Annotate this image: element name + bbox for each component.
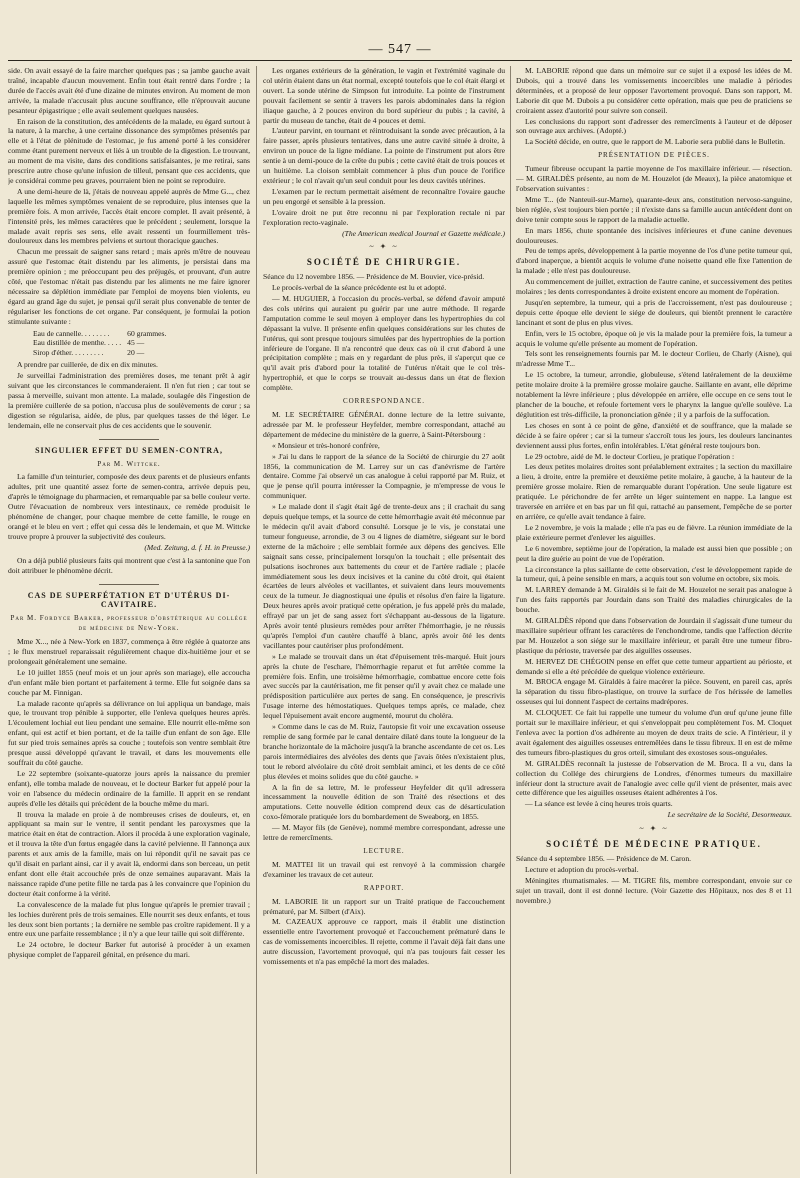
subsection-title: LECTURE. (363, 846, 405, 855)
paragraph: Le 10 juillet 1855 (neuf mois et un jour après son mariage), elle accoucha d'un enfant mâle bien portant et parfaitement à terme. Elle fut soignée dans sa couche par M. Finnigan. (8, 667, 250, 697)
paragraph: Le 2 novembre, je vois la malade ; elle n'a pas eu de fièvre. La réunion immédiate de la plaie extérieure permet d'enlever les aiguilles. (516, 522, 792, 542)
paragraph: M. BROCA engage M. Giraldès à faire macérer la pièce. Souvent, en pareil cas, après la séparation du tissu fibro-plastique, on trouve la surface de l'os hérissée de lamelles osseuses qui lui donnent l'aspect de certains madrépores. (516, 677, 792, 707)
paragraph: Les conclusions du rapport sont d'adresser des remercîments à l'auteur et de déposer son ouvrage aux archives. (Adopté.) (516, 116, 792, 136)
paragraph: Les organes extérieurs de la génération, le vagin et l'extrémité vaginale du col utérin étaient dans un état normal, excepté toutefois que le col était élargi et ouvert. La sonde utérine de Simpson fut introduite. La pointe de l'instrument pouvait facilement se sentir à travers les parois abdominales dans la région iliaque gauche, à 2 pouces environ du bord supérieur du pubis ; la cavité, à partir du museau de tanche, était de 4 pouces et demi. (263, 66, 505, 125)
article-title: CAS DE SUPERFÉTATION ET D'UTÉRUS DI-CAVITAIRE. (27, 590, 231, 610)
paragraph: Chacun me pressait de saigner sans retard ; mais après m'être de nouveau assuré que l'estomac était distendu par les aliments, je persistai dans ma première opinion ; me préoccupant peu des préjugés, et prouvant, d'un autre côté, que l'estomac n'était pas distendu par les aliments ne me faire ignorer nécessaire sa déplétion immédiate par l'emploi de moyens bien violents, eu égard au grand âge du sujet, je pensai qu'il serait plus convenable de tenter de régulariser les fonctions de cet organe. Par conséquent, je formulai la potion stimulante suivante : (8, 247, 250, 326)
rx-ingredient: Sirop d'éther. . . . . . . . . (33, 348, 104, 358)
paragraph: En raison de la constitution, des antécédents de la malade, eu égard surtout à la nature, à la marche, à une certaine dissonance des symptômes présentés par elle et à l'état de plénitude de l'estomac, je fus amené porté à les considérer comme étant purement nerveux et liés à un trouble de la digestion. Le trouvant, au moment de ma visite, dans des conditions satisfaisantes, je me retirai, sans prescrire autre chose qu'une infusion de tilleul, pensant que ces accidents, que je considérai comme peu graves, pourraient bien ne point se reproduire. (8, 116, 250, 185)
paragraph: Le 6 novembre, septième jour de l'opération, la malade est aussi bien que possible ; on peut la dire guérie au point de vue de l'opération. (516, 543, 792, 563)
paragraph: La circonstance la plus saillante de cette observation, c'est le développement rapide de la tumeur, qui, à peine sensible en mars, a acquis tout son volume en octobre, six mois. (516, 564, 792, 584)
column-left (8, 66, 250, 1176)
paragraph: Le 24 octobre, le docteur Barker fut autorisé à procéder à un examen physique complet de l'appareil génital, en présence du mari. (8, 940, 250, 960)
paragraph: side. On avait essayé de la faire marcher quelques pas ; sa jambe gauche avait traîné, incapable d'aucun mouvement. Enfin tout était rentré dans l'ordre ; la durée de l'accès avait été d'une dizaine de minutes environ. Au moment de mon arrivée, la malade n'accusait plus aucune souffrance, elle n'éprouvait aucune pesanteur épigastrique ; elle avait seulement quelques nausées. (8, 66, 250, 115)
paragraph: Le 29 octobre, aidé de M. le docteur Corlieu, je pratique l'opération : (525, 451, 735, 461)
prescription-note: A prendre par cuillerée, de dix en dix minutes. (17, 360, 158, 370)
paragraph: A la fin de sa lettre, M. le professeur Heyfelder dit qu'il adressera incessamment la nouvelle édition de son Traité des résections et des amputations. Cette nouvelle édition comprend deux cas de désarticulation coxo-fémorale pratiquée lors du bombardement de Sweaborg, en 1855. (263, 782, 505, 822)
paragraph: Tels sont les renseignements fournis par M. le docteur Corlieu, de Charly (Aisne), qui m'adresse Mme T... (516, 349, 792, 369)
paragraph: M. CLOQUET. Ce fait lui rappelle une tumeur du volume d'un œuf qu'une jeune fille portait sur le maxillaire inférieur, et qui s'enveloppait peu complètement l'os. M. Cloquet l'enleva avec la portion d'os adhérente au moyen de deux traits de scie. A l'intérieur, il y avait également des aiguilles osseuses entremêlées dans le tissu fibreux. Il en est de même des tumeurs fibro-plastiques du gros orteil, simulant des exostoses sous-onguéales. (516, 708, 792, 757)
ornament-divider: ~ ✦ ~ (639, 824, 669, 834)
paragraph: » J'ai lu dans le rapport de la séance de la Société de chirurgie du 27 août 1856, la communication de M. Larrey sur un cas d'anévrisme de l'artère dentaire. Comme j'ai observé un cas analogue à celui rapporté par M. Ruiz, et que je pense qu'il pourra intéresser la Compagnie, je m'empresse de vous le communiquer. (263, 451, 505, 501)
paragraph: » Le malade se trouvait dans un état d'épuisement très-marqué. Huit jours après la chute de l'eschare, l'hémorrhagie reparut et fut arrêtée comme la première fois. Enfin, une troisième hémorrhagie, combattue encore cette fois avec succès par la cautérisation, me fit penser qu'il y avait chez ce malade une prédisposition particulière aux pertes de sang. En conséquence, je prescrivis l'usage interne des hémostatiques. Quelques temps après, ce malade, chez lequel l'épuisement avait encore augmenté, mourut du choléra. (263, 651, 505, 721)
paragraph: Enfin, vers le 15 octobre, époque où je vis la malade pour la première fois, la tumeur a acquis le volume qu'elle présente au moment de l'opération. (516, 328, 792, 348)
session-line: Séance du 4 septembre 1856. — Présidence de M. Caron. (516, 853, 692, 863)
paragraph: » Le malade dont il s'agit était âgé de trente-deux ans ; il crachait du sang depuis quelque temps, et la source de cette hémorrhagie avait été méconnue par le médecin qu'il avait d'abord consulté. Lorsque je le vis, je constatai une tumeur fongueuse, arrondie, de 3 ou 4 lignes de diamètre, siégeant sur le bord externe de la mâchoire ; elle semblait formée aux dépens des gencives. Elle saignait sans cesse, principalement lorsqu'on la touchait ; elle présentait des pulsations isochrones aux battements du cœur et de l'artère radiale ; placée immédiatement sous les deux incisives et la canine du côté droit, qui étaient écartées de leurs alvéoles et vacillantes, et suivaient dans leurs mouvements ceux de la tumeur. Je diagnostiquai une épulis et résolus d'en faire la ligature. Deux heures après avoir pratiqué cette opération, je fus appelé près du malade, effrayé par un jet de sang assez fort s'échappant au-dessous de la ligature. Après avoir tenté plusieurs remèdes pour arrêter l'hémorrhagie, je ne réussis qu'après l'emploi d'un cautère chauffé à blanc, après avoir ôté les dents vacillantes pour cautériser plus profondément. (263, 502, 505, 650)
paragraph: M. LABORIE répond que dans un mémoire sur ce sujet il a exposé les idées de M. Dubois, qui a trouvé dans les vomissements incoercibles une maladie à périodes déterminées, et a proposé de leur opposer l'avortement provoqué. Dans son rapport, M. Laborie dit que M. Dubois a pu considérer cette opération, mais que peu de praticiens se croiraient assez d'autorité pour suivre son conseil. (516, 66, 792, 115)
paragraph: La convalescence de la malade fut plus longue qu'après le premier travail ; les lochies durèrent près de trois semaines. Elle nourrit ses deux enfants, et tous les deux sont bien portants ; la dernière ne semble pas croître rapidement. Il y a entre eux une parfaite ressemblance ; il n'y a que leur taille qui soit différente. (8, 899, 250, 939)
article-author: Par M. Wittcke. (97, 459, 161, 468)
rx-quantity: 60 grammes. (127, 328, 167, 338)
separator (99, 584, 159, 585)
subsection-title: PRÉSENTATION DE PIÈCES. (598, 151, 710, 160)
page-number: — 547 — (368, 42, 432, 57)
paragraph: Peu de temps après, développement à la partie moyenne de l'os d'une petite tumeur qui, d'abord inaperçue, a bientôt acquis le volume d'une noisette quand elle fixe l'attention de la malade ; elle n'est pas douloureuse. (516, 246, 792, 276)
paragraph: Le procès-verbal de la séance précédente est lu et adopté. (272, 283, 447, 293)
paragraph: L'ovaire droit ne put être reconnu ni par l'exploration rectale ni par l'exploration recto-vaginale. (263, 207, 505, 227)
column-divider (256, 66, 257, 1174)
paragraph: La Société décide, en outre, que le rapport de M. Laborie sera publié dans le Bulletin. (525, 137, 785, 147)
paragraph: Les choses en sont à ce point de gêne, d'anxiété et de souffrance, que la malade se décide à se faire opérer ; car si la tumeur s'accroît tous les jours, les douleurs lancinantes deviennent aussi plus fortes, enfin intolérables. L'état général reste toujours bon. (516, 420, 792, 450)
paragraph: M. LE SECRÉTAIRE GÉNÉRAL donne lecture de la lettre suivante, adressée par M. le professeur Heyfelder, membre correspondant, attaché au département de médecine du ministère de la guerre, à Saint-Pétersbourg : (263, 410, 505, 439)
header-rule (8, 60, 792, 61)
paragraph: Je surveillai l'administration des premières doses, me tenant prêt à agir suivant que les circonstances le commanderaient. Il n'en fut rien ; car tout se passa à merveille, suivant mon attente. La malade, soulagée dès l'ingestion de la première cuillerée de sa potion, n'accusa plus de soulèvements de cœur ; sa digestion se régularisa, aidée, de plus, par quelques tasses de thé léger. Le lendemain, elle ne conservait plus de ces accidents que le souvenir. (8, 371, 250, 430)
paragraph: Les deux petites molaires droites sont préalablement extraites ; la section du maxillaire a lieu, à droite, entre la première et deuxième petite molaire, à gauche, à la hauteur de la première grosse molaire. Rien de remarquable durant l'opération. Une seule ligature est pratiquée. Le périchondre de fer arrête un léger suintement en nappe. La langue est traversée en arrière et en bas par un fil qui, rattaché au pansement, l'empêche de se porter en arrière, ce qu'elle avait tendance à faire. (516, 462, 792, 521)
paragraph: Le 15 octobre, la tumeur, arrondie, globuleuse, s'étend latéralement de la deuxième petite molaire droite à la première grosse molaire gauche. Saillante en avant, elle déprime notablement la lèvre inférieure ; plus développée en arrière, elle occupe en ce sens tout le plancher de la bouche, et refoule fortement vers le pharynx la langue qu'elle soulève. La déglutition est très-difficile, la prononciation gênée ; il y a parfois de la suffocation. (516, 370, 792, 419)
article-title: SINGULIER EFFET DU SEMEN-CONTRA, (35, 445, 223, 455)
paragraph: — M. HUGUIER, à l'occasion du procès-verbal, se défend d'avoir amputé des cols utérins qui auraient pu guérir par une autre méthode. Il regarde l'amputation comme le seul moyen à employer dans les hypertrophies du col dépassant la vulve. Il présente enfin quelques considérations sur les chutes de l'utérus, qui sont presque toujours simulées par des hypertrophies de la portion inférieure de l'organe. Il n'a rencontré que deux cas où il crut d'abord à une précipitation complète ; mais en y regardant de plus près, il s'aperçut que ce qu'il avait pris d'abord pour la totalité de l'utérus n'était que le col très-hypertrophié, et que le corps se trouvait au-dessus dans un état de flexion complète. (263, 294, 505, 393)
separator (99, 439, 159, 440)
paragraph: M. CAZEAUX approuve ce rapport, mais il établit une distinction essentielle entre l'avortement provoqué et l'accouchement prématuré dans le cas de vomissements incoercibles. Il rejette, comme il l'avait déjà fait dans une autre discussion, l'avortement provoqué, qui n'a pas toujours fait cesser les vomissements et n'a pas empêché la mort des malades. (263, 917, 505, 967)
paragraph: En mars 1856, chute spontanée des incisives inférieures et d'une canine devenues douloureuses. (516, 225, 792, 245)
subsection-title: RAPPORT. (363, 883, 405, 892)
paragraph: On a déjà publié plusieurs faits qui montrent que c'est à la santonine que l'on doit attribuer le phénomène décrit. (8, 555, 250, 575)
paragraph: Tumeur fibreuse occupant la partie moyenne de l'os maxillaire inférieur. — résection. — M. GIRALDÈS présente, au nom de M. Houzelot (de Meaux), la pièce anatomique et l'observation suivantes : (516, 164, 792, 193)
paragraph: — M. Mayor fils (de Genève), nommé membre correspondant, adresse une lettre de remercîments. (263, 823, 505, 843)
ornament-divider: ~ ✦ ~ (369, 242, 399, 252)
paragraph: » Comme dans le cas de M. Ruiz, l'autopsie fit voir une excavation osseuse remplie de sang formée par le canal dentaire dilaté dans toute la longueur de la branche horizontale de la mâchoire jusqu'à la branche ascendante de cet os. Les parois intermédiaires des alvéoles des dents que j'avais ôtées n'existaient plus, tout le rebord alvéolaire du côté droit semblait aminci, et les dents de ce côté plus élevées et moins solides que du côté gauche. » (263, 722, 505, 781)
paragraph: Mme X..., née à New-York en 1837, commença à être réglée à quatorze ans ; le flux menstruel reparaissait régulièrement chaque dix-huitième jour et se prolongeait généralement une semaine. (8, 637, 250, 666)
paragraph: — La séance est levée à cinq heures trois quarts. (525, 799, 673, 809)
paragraph: A une demi-heure de là, j'étais de nouveau appelé auprès de Mme G..., chez laquelle les mêmes symptômes venaient de se reproduire, plus intenses que la première fois. A mon arrivée, l'accès était encore complet. Il avait présenté, à l'intensité près, les mêmes caractères que le précédent ; seulement, lorsque la malade avait repris ses sens, elle avait ressenti un fourmillement très-douloureux dans les membres pelviens et surtout thoracique gauches. (8, 186, 250, 246)
session-line: Séance du 12 novembre 1856. — Présidence de M. Bouvier, vice-présid. (263, 272, 485, 282)
paragraph: M. LARREY demande à M. Giraldès si le fait de M. Houzelot ne serait pas analogue à l'un des faits rapportés par Jourdain dans son Traité des maladies chirurgicales de la bouche. (516, 585, 792, 615)
paragraph: Jusqu'en septembre, la tumeur, qui a pris de l'accroissement, n'est pas douloureuse ; depuis cette époque elle devient le siége de douleurs, qui bientôt prennent le caractère lancinant et sont de plus en plus vives. (516, 297, 792, 327)
paragraph: Au commencement de juillet, extraction de l'autre canine, et successivement des petites molaires ; les dents correspondantes à droite existent encore au moment de l'opération. (516, 277, 792, 297)
column-divider (510, 66, 511, 1174)
paragraph: La malade raconte qu'après sa délivrance on lui appliqua un bandage, mais que, le trouvant trop pénible à supporter, elle l'enleva quelques heures après. L'écoulement lochial eut lieu pendant une semaine. Elle nourrit elle-même son enfant, qui est actif et bien portant, et de la taille d'un enfant de son âge. Elle fut sur pied trois semaines après sa couche ; toutefois son ventre semblait être presque aussi développé qu'avant le travail, et dans les mouvements elle souffrait du côté gauche. (8, 698, 250, 767)
rx-ingredient: Eau de cannelle. . . . . . . . (33, 328, 110, 338)
column-right (516, 66, 792, 1176)
paragraph: L'auteur parvint, en tournant et réintroduisant la sonde avec précaution, à la faire passer, après plusieurs tentatives, dans une autre cavité située à droite, à environ un pouce de la ligne médiane. La pointe de l'instrument put alors être sentie à un demi-pouce de la crête du pubis ; cette cavité était de trois pouces et un huitième. La cloison semblait commencer à plus d'un pouce de l'orifice extérieur ; le col n'avait qu'un seul conduit pour les deux cavités utérines. (263, 126, 505, 185)
paragraph: « Monsieur et très-honoré confrère, (272, 440, 380, 450)
paragraph: Méningites rhumatismales. — M. TIGRE fils, membre correspondant, envoie sur ce sujet un travail, dont il est donné lecture. (Voir Gazette des Hôpitaux, nos des 8 et 11 novembre.) (516, 875, 792, 905)
paragraph: La famille d'un teinturier, composée des deux parents et de plusieurs enfants adultes, prit une quantité assez forte de semen-contra, arrivée depuis peu, d'après le témoignage du pharmacien, et remarquable par sa belle couleur verte. Outre l'évacuation de nombreux vers intestinaux, ce remède produisit le phénomène de changer, pour chaque membre de cette famille, le rouge en orangé et le bleu en vert ; effet qui cessa dès le lendemain, et que M. Wittcke trouve propre à prouver la subjectivité des couleurs. (8, 472, 250, 541)
article-source: (Med. Zeitung, d. f. H. in Preusse.) (144, 542, 250, 552)
paragraph: Mme T... (de Nanteuil-sur-Marne), quarante-deux ans, constitution nervoso-sanguine, bien réglée, s'est toujours bien portée ; il n'existe dans sa famille aucun antécédent dont on doive tenir compte sous le rapport de la maladie actuelle. (516, 194, 792, 224)
paragraph: Lecture et adoption du procès-verbal. (525, 864, 639, 874)
rx-ingredient: Eau distillée de menthe. . . . . (33, 338, 122, 348)
paragraph: M. GIRALDÈS reconnaît la justesse de l'observation de M. Broca. Il a vu, dans la collection du Collége des chirurgiens de Londres, d'énormes tumeurs du maxillaire inférieur dont la structure avait de l'analogie avec celle qu'il vient de présenter, mais avec cette différence que les aiguilles osseuses étaient adhérentes à l'os. (516, 758, 792, 798)
section-title: SOCIÉTÉ DE CHIRURGIE. (306, 257, 462, 268)
paragraph: M. MATTEI lit un travail qui est renvoyé à la commission chargée d'examiner les travaux de cet auteur. (263, 859, 505, 879)
paragraph: M. LABORIE lit un rapport sur un Traité pratique de l'accouchement prématuré, par M. Silbert (d'Aix). (263, 896, 505, 916)
rx-quantity: 45 — (127, 338, 145, 348)
article-author: Par M. Fordyce Barker, professeur d'obstétrique au collége de médecine de New-York. (10, 614, 248, 633)
paragraph: Il trouva la malade en proie à de nombreuses crises de douleurs, et, en appliquant sa main sur le ventre, il sentit pendant les paroxysmes que la matrice était en état de contraction. Alors il procéda à une exploration vaginale, et il trouva la tête d'un fœtus engagée dans la cavité pelvienne. Il l'annonça aux parents et aux amis de la famille, mais on lui répondit qu'il ne savait pas ce qu'il disait en parlant ainsi, car il y avait là, endormi dans son berceau, un petit enfant dont elle était accouchée près de onze semaines auparavant. Mais la naissance rapide d'une petite fille ne tarda pas à les convaincre que l'opinion du docteur était conforme à la vérité. (8, 809, 250, 898)
signature: Le secrétaire de la Société, Desormeaux. (667, 810, 792, 820)
section-title: SOCIÉTÉ DE MÉDECINE PRATIQUE. (546, 839, 762, 850)
prescription (30, 329, 169, 359)
subsection-title: CORRESPONDANCE. (342, 397, 426, 406)
article-source: (The American medical Journal et Gazette médicale.) (342, 228, 505, 238)
paragraph: L'examen par le rectum permettait aisément de reconnaître l'ovaire gauche un peu engorgé et sensible à la pression. (263, 186, 505, 206)
paragraph: M. GIRALDÈS répond que dans l'observation de Jourdain il s'agissait d'une tumeur du maxillaire supérieur offrant les caractères de l'enchondrome, tandis que l'affection décrite par M. Houzelot a son siége sur le maxillaire inférieur, et paraît être une tumeur fibro-plastique du périoste, traversée par des aiguilles osseuses. (516, 616, 792, 655)
paragraph: Le 22 septembre (soixante-quatorze jours après la naissance du premier enfant), elle tomba malade de nouveau, et le docteur Barker fut appelé pour la voir en l'absence du médecin ordinaire de la famille. Il apprit en se rendant auprès d'elle les détails qui précèdent de la bouche même du mari. (8, 768, 250, 808)
column-middle (263, 66, 505, 1176)
paragraph: M. HERVEZ DE CHÉGOIN pense en effet que cette tumeur appartient au périoste, et demande si elle a été précédée de quelque violence extérieure. (516, 656, 792, 676)
rx-quantity: 20 — (127, 348, 145, 358)
